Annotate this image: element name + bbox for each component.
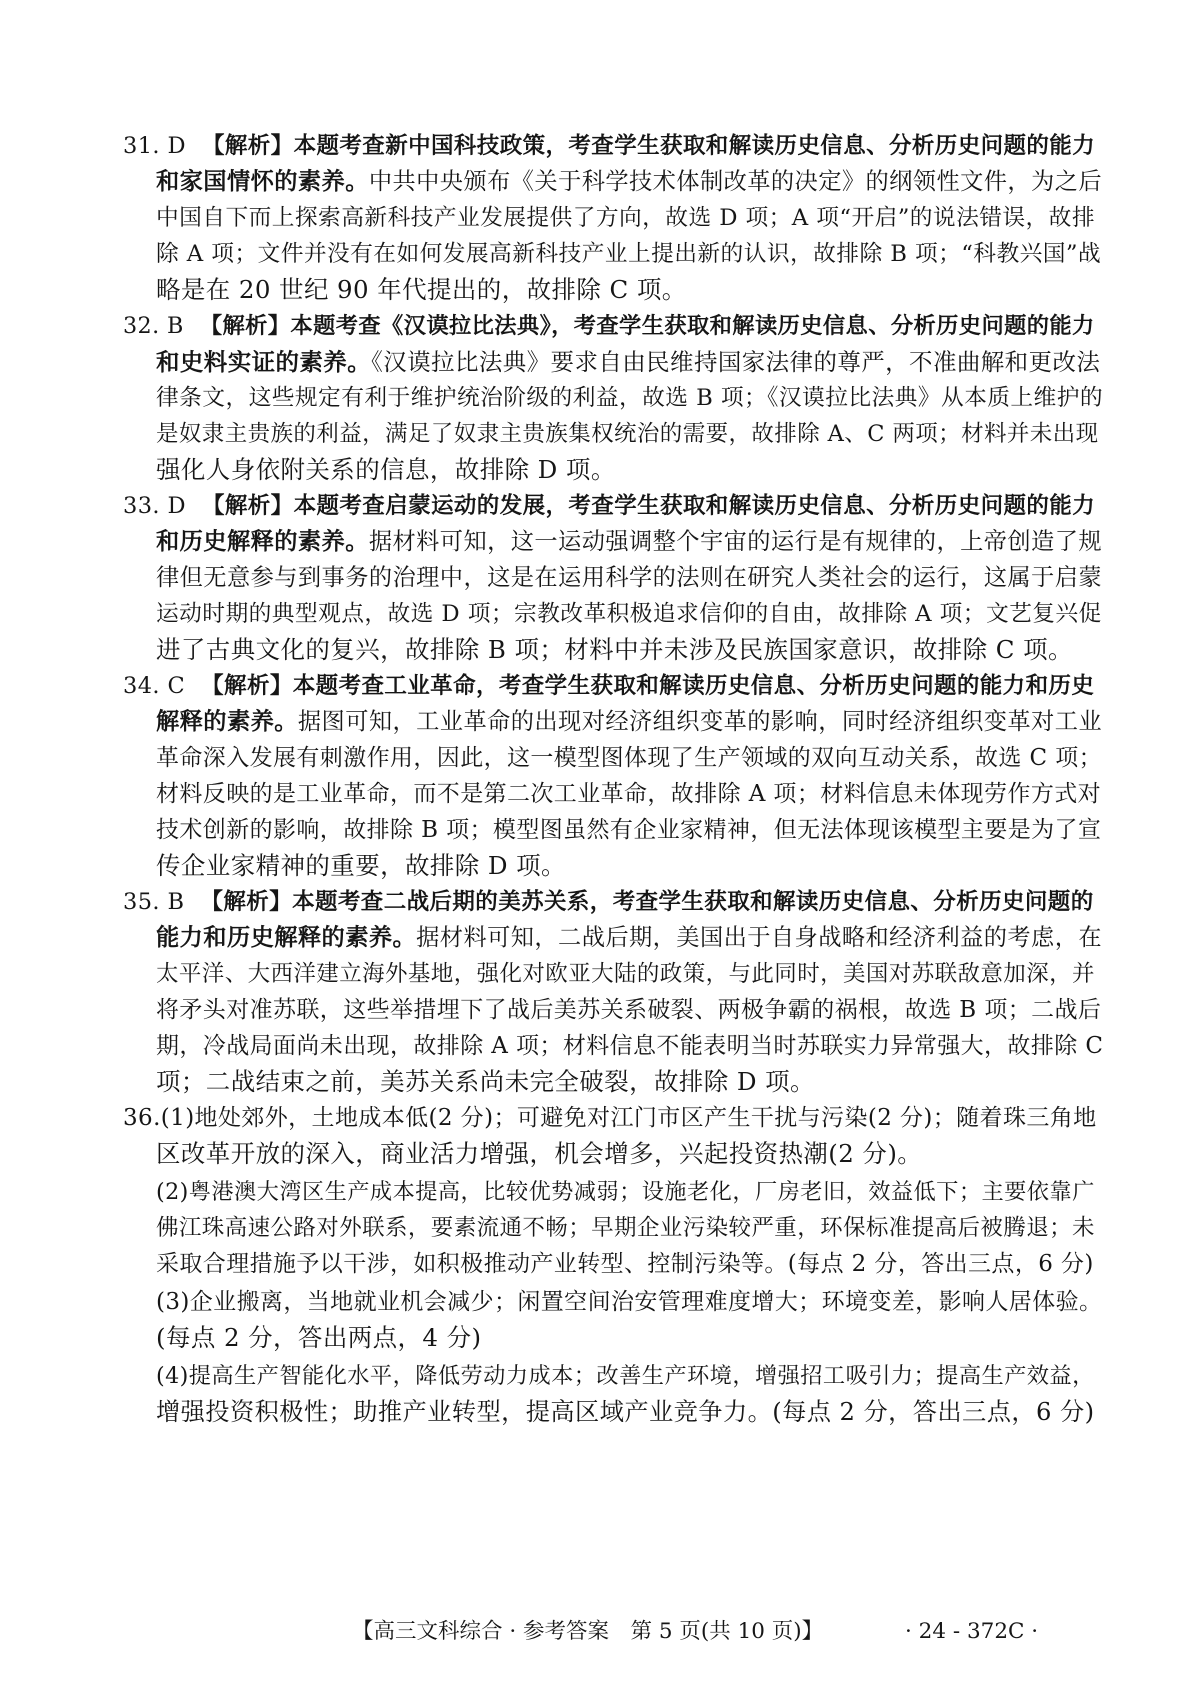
answer-34-line-2: 革命深入发展有刺激作用，因此，这一模型图体现了生产领域的双向互动关系，故选 C 项； [156, 745, 1103, 771]
answer-33-line-1: 和历史解释的素养。据材料可知，这一运动强调整个宇宙的运行是有规律的，上帝创造了规 [156, 528, 1103, 555]
answer-36-line-7: (4)提高生产智能化水平，降低劳动力成本；改善生产环境，增强招工吸引力；提高生产效益， [156, 1363, 1095, 1389]
answer-33-line-2: 律但无意参与到事务的治理中，这是在运用科学的法则在研究人类社会的运行，这属于启蒙 [156, 564, 1103, 591]
answer-34-header [123, 671, 1094, 701]
answer-36-line-1: 区改革开放的深入，商业活力增强，机会增多，兴起投资热潮(2 分)。 [156, 1139, 923, 1168]
analysis-label: 【解析】 [200, 889, 293, 915]
answer-33-line-4: 进了古典文化的复兴，故排除 B 项；材料中并未涉及民族国家意识，故排除 C 项。 [156, 635, 1073, 664]
answer-35-header [123, 887, 1094, 917]
answer-35-line-5: 项；二战结束之前，美苏关系尚未完全破裂，故排除 D 项。 [156, 1067, 815, 1096]
answer-33-lead: 本题考查启蒙运动的发展，考查学生获取和解读历史信息、分析历史问题的能力 [293, 493, 1096, 519]
answer-32-number: 32. B [123, 313, 184, 339]
answer-36-header [123, 1103, 1097, 1133]
answer-32-header [123, 311, 1095, 341]
answer-36-number: 36. [123, 1105, 161, 1131]
answer-36-line-6: (每点 2 分，答出两点，4 分) [156, 1323, 482, 1352]
answer-32-line-4: 强化人身依附关系的信息，故排除 D 项。 [156, 455, 616, 484]
answer-34-line-4: 技术创新的影响，故排除 B 项；模型图虽然有企业家精神，但无法体现该模型主要是为了宣 [156, 817, 1102, 843]
answer-35-line-2: 太平洋、大西洋建立海外基地，强化对欧亚大陆的政策，与此同时，美国对苏联敌意加深，并 [156, 961, 1095, 987]
answer-36-line-8: 增强投资积极性；助推产业转型，提高区域产业竞争力。(每点 2 分，答出三点，6 分) [156, 1397, 1095, 1426]
answer-34-line-3: 材料反映的是工业革命，而不是第二次工业革命，故排除 A 项；材料信息未体现劳作方式对 [156, 781, 1102, 807]
answer-31-line-4: 略是在 20 世纪 90 年代提出的，故排除 C 项。 [156, 275, 687, 304]
answer-33-line-3: 运动时期的典型观点，故选 D 项；宗教改革积极追求信仰的自由，故排除 A 项；文艺复兴促 [156, 601, 1102, 627]
answer-35-lead: 本题考查二战后期的美苏关系，考查学生获取和解读历史信息、分析历史问题的 [292, 889, 1094, 915]
analysis-label: 【解析】 [199, 313, 291, 339]
footer-code: · 24 - 372C · [905, 1619, 1039, 1644]
answer-31-line-2: 中国自下而上探索高新科技产业发展提供了方向，故选 D 项；A 项“开启”的说法错误，故排 [156, 205, 1095, 231]
answer-34-line-5: 传企业家精神的重要，故排除 D 项。 [156, 851, 566, 880]
analysis-label: 【解析】 [201, 493, 294, 519]
analysis-label: 【解析】 [201, 133, 294, 159]
answer-36-line-4: 采取合理措施予以干涉，如积极推动产业转型、控制污染等。(每点 2 分，答出三点，6 分) [156, 1251, 1094, 1277]
answer-34-line-1: 解释的素养。据图可知，工业革命的出现对经济组织变革的影响，同时经济组织变革对工业 [156, 708, 1103, 735]
answer-33-number: 33. D [123, 493, 186, 519]
answer-31-lead: 本题考查新中国科技政策，考查学生获取和解读历史信息、分析历史问题的能力 [293, 133, 1096, 159]
answer-36-line-5: (3)企业搬离，当地就业机会减少；闲置空间治安管理难度增大；环境变差，影响人居体验。 [156, 1289, 1103, 1315]
answer-36-lead: (1)地处郊外，土地成本低(2 分)；可避免对江门市区产生干扰与污染(2 分)；随着珠三角地 [160, 1105, 1097, 1131]
answer-34-lead: 本题考查工业革命，考查学生获取和解读历史信息、分析历史问题的能力和历史 [292, 673, 1095, 699]
answer-35-number: 35. B [123, 889, 185, 915]
answer-31-line-1: 和家国情怀的素养。中共中央颁布《关于科学技术体制改革的决定》的纲领性文件，为之后 [156, 168, 1103, 195]
answer-31-number: 31. D [123, 133, 186, 159]
answer-31-header [123, 131, 1095, 161]
answer-36-line-2: (2)粤港澳大湾区生产成本提高，比较优势减弱；设施老化，厂房老旧，效益低下；主要依靠广 [156, 1179, 1095, 1205]
answer-35-line-1: 能力和历史解释的素养。据材料可知，二战后期，美国出于自身战略和经济利益的考虑，在 [156, 924, 1103, 951]
answer-32-lead: 本题考查《汉谟拉比法典》，考查学生获取和解读历史信息、分析历史问题的能力 [290, 313, 1095, 339]
answer-31-line-3: 除 A 项；文件并没有在如何发展高新科技产业上提出新的认识，故排除 B 项；“科教兴国”战 [156, 241, 1102, 267]
answer-35-line-4: 期，冷战局面尚未出现，故排除 A 项；材料信息不能表明当时苏联实力异常强大，故排除 C [156, 1033, 1104, 1059]
footer-title: 【高三文科综合 · 参考答案 第 5 页(共 10 页)】 [352, 1619, 824, 1644]
answer-32-line-3: 是奴隶主贵族的利益，满足了奴隶主贵族集权统治的需要，故排除 A、C 两项；材料并未出现 [156, 421, 1099, 447]
answer-32-line-2: 律条文，这些规定有利于维护统治阶级的利益，故选 B 项；《汉谟拉比法典》从本质上维护的 [156, 385, 1104, 411]
analysis-label: 【解析】 [201, 673, 293, 699]
answer-34-number: 34. C [123, 673, 186, 699]
answer-33-header [123, 491, 1095, 521]
answer-32-line-1: 和史料实证的素养。《汉谟拉比法典》要求自由民维持国家法律的尊严，不准曲解和更改法 [156, 348, 1101, 376]
answer-35-line-3: 将矛头对准苏联，这些举措埋下了战后美苏关系破裂、两极争霸的祸根，故选 B 项；二战后 [156, 997, 1102, 1023]
answer-36-line-3: 佛江珠高速公路对外联系，要素流通不畅；早期企业污染较严重，环保标准提高后被腾退；未 [156, 1215, 1095, 1241]
